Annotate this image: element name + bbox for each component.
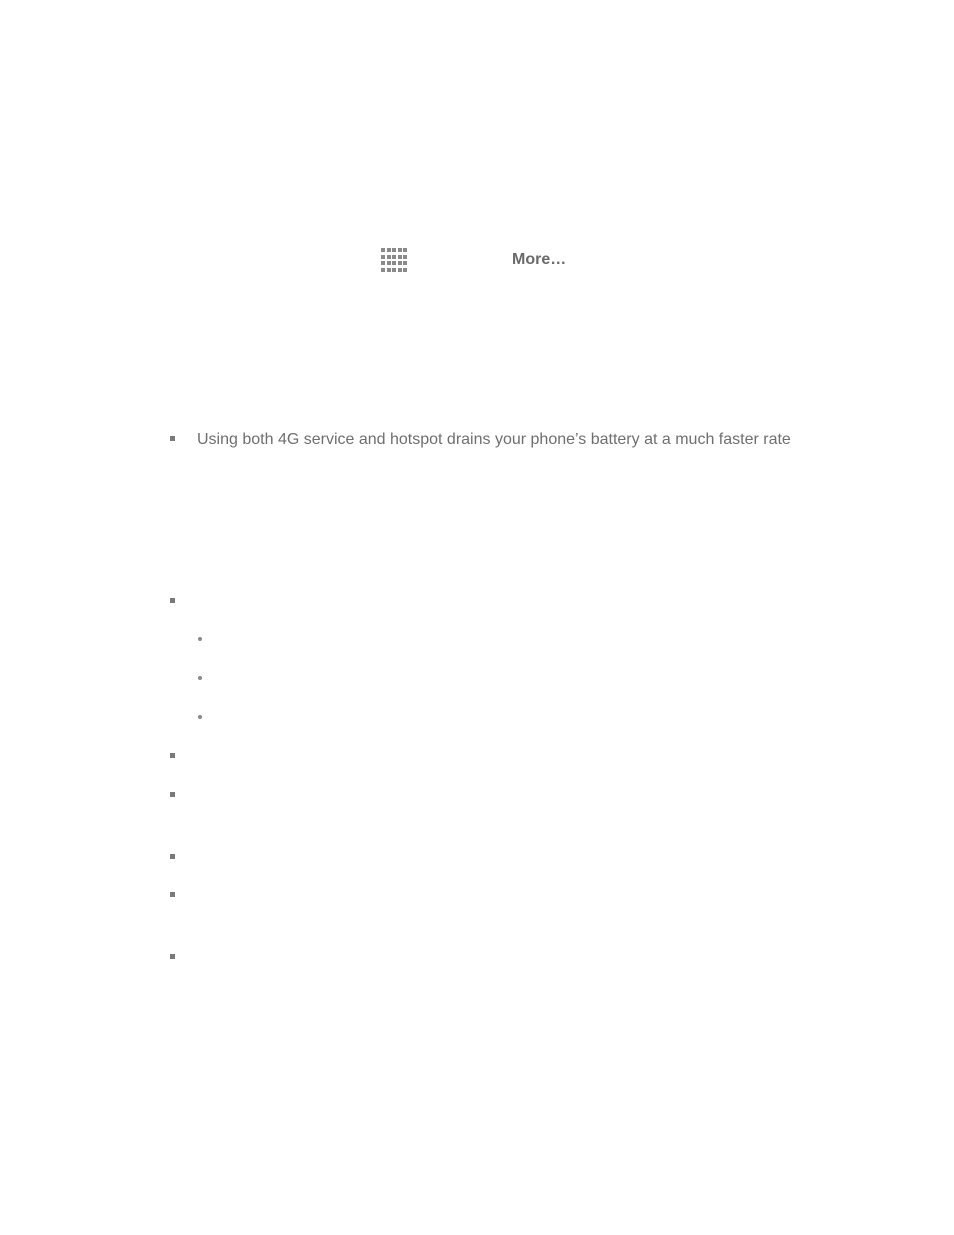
grid-dot bbox=[403, 255, 407, 259]
grid-dot bbox=[398, 248, 402, 252]
grid-dot bbox=[392, 268, 396, 272]
grid-dot bbox=[381, 261, 385, 265]
more-menu-label[interactable]: More… bbox=[512, 251, 567, 268]
square-bullet bbox=[170, 753, 175, 758]
grid-dot bbox=[387, 255, 391, 259]
square-bullet bbox=[170, 892, 175, 897]
grid-dot bbox=[381, 268, 385, 272]
square-bullet bbox=[170, 854, 175, 859]
round-bullet bbox=[198, 715, 202, 719]
grid-dot bbox=[392, 255, 396, 259]
grid-dot bbox=[381, 255, 385, 259]
grid-dot bbox=[398, 261, 402, 265]
grid-dot bbox=[381, 248, 385, 252]
round-bullet bbox=[198, 676, 202, 680]
grid-dot bbox=[403, 261, 407, 265]
square-bullet bbox=[170, 954, 175, 959]
square-bullet bbox=[170, 598, 175, 603]
grid-dot bbox=[398, 255, 402, 259]
round-bullet bbox=[198, 637, 202, 641]
grid-dot bbox=[387, 261, 391, 265]
apps-grid-icon[interactable] bbox=[381, 248, 407, 272]
grid-dot bbox=[403, 248, 407, 252]
battery-drain-note: Using both 4G service and hotspot drains your phone’s battery at a much faster rate bbox=[197, 431, 791, 448]
grid-dot bbox=[398, 268, 402, 272]
square-bullet bbox=[170, 792, 175, 797]
grid-dot bbox=[403, 268, 407, 272]
square-bullet bbox=[170, 436, 175, 441]
grid-dot bbox=[392, 261, 396, 265]
grid-dot bbox=[392, 248, 396, 252]
grid-dot bbox=[387, 248, 391, 252]
grid-dot bbox=[387, 268, 391, 272]
